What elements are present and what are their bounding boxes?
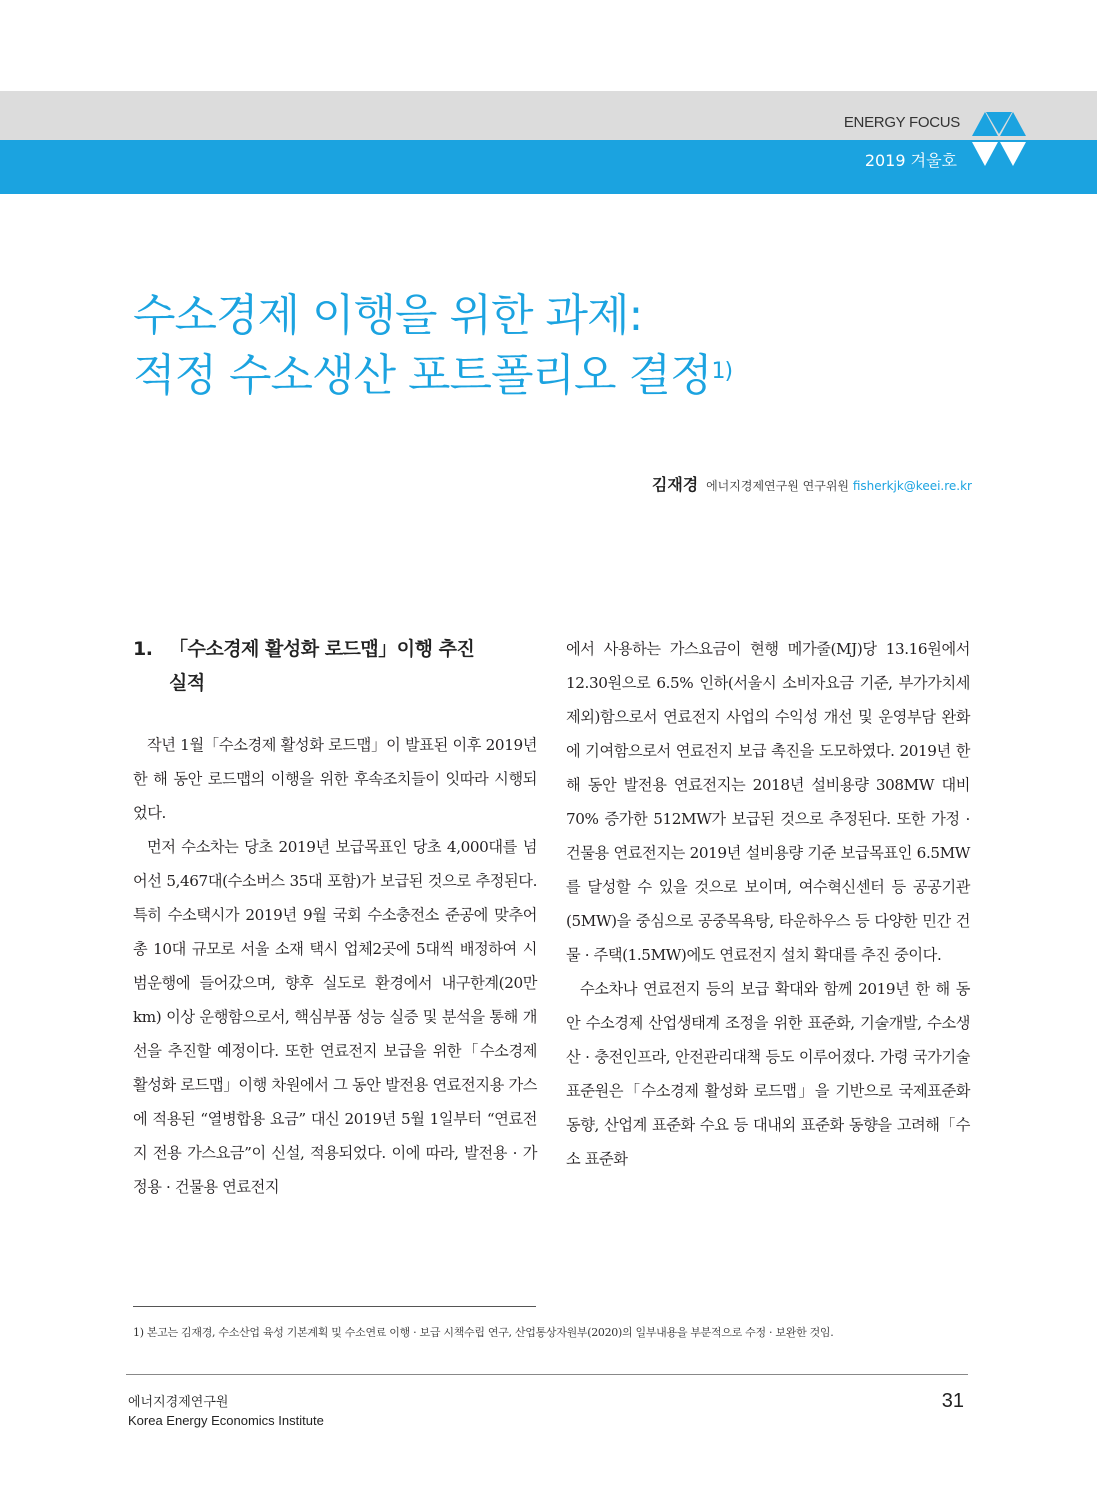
section-heading: [133, 632, 537, 700]
section-heading-line-1: 「수소경제 활성화 로드맵」이행 추진: [169, 638, 475, 660]
title-line-2-text: 적정 수소생산 포트폴리오 결정: [133, 350, 712, 401]
author-name: 김재경: [651, 475, 699, 494]
journal-name: ENERGY FOCUS: [843, 114, 960, 131]
article-title: [133, 286, 732, 406]
author-line: [652, 472, 972, 495]
body-paragraph: 작년 1월「수소경제 활성화 로드맵」이 발표된 이후 2019년 한 해 동안 로드맵의 이행을 위한 후속조치들이 잇따라 시행되었다.: [133, 736, 537, 822]
institute-name-en: Korea Energy Economics Institute: [128, 1413, 324, 1428]
footnote: 1) 본고는 김재경, 수소산업 육성 기본계획 및 수소연료 이행 · 보급 시책수립 연구, 산업통상자원부(2020)의 일부내용을 부분적으로 수정 · 보완한 것임.: [133, 1326, 834, 1339]
title-line-2: [133, 346, 732, 406]
body-paragraph: 수소차나 연료전지 등의 보급 확대와 함께 2019년 한 해 동안 수소경제 산업생태계 조정을 위한 표준화, 기술개발, 수소생산 · 충전인프라, 안전관리대책 등도 이루어졌다. 가령 국가기술표준원은「수소경제 활성화 로드맵」을 기반으로 국제표준화 동향, 산업계 표준화 수요 등 대내외 표준화 동향을 고려해「수소 표준화: [566, 980, 970, 1168]
section-heading-line-2: 실적: [169, 672, 205, 694]
right-column: [566, 632, 970, 1176]
title-line-1: 수소경제 이행을 위한 과제:: [133, 290, 643, 341]
body-paragraph: 에서 사용하는 가스요금이 현행 메가줄(MJ)당 13.16원에서 12.30원으로 6.5% 인하(서울시 소비자요금 기준, 부가가치세 제외)함으로서 연료전지 사업의 수익성 개선 및 운영부담 완화에 기여함으로서 연료전지 보급 촉진을 도모하였다. 2019년 한 해 동안 발전용 연료전지는 2018년 설비용량 308MW 대비 70% 증가한 512MW가 보급된 것으로 추정된다. 또한 가정 · 건물용 연료전지는 2019년 설비용량 기준 보급목표인 6.5MW를 달성할 수 있을 것으로 보이며, 여수혁신센터 등 공공기관(5MW)을 중심으로 공중목욕탕, 타운하우스 등 다양한 민간 건물 · 주택(1.5MW)에도 연료전지 설치 확대를 추진 중이다.: [566, 640, 970, 964]
body-paragraph: 먼저 수소차는 당초 2019년 보급목표인 당초 4,000대를 넘어선 5,467대(수소버스 35대 포함)가 보급된 것으로 추정된다. 특히 수소택시가 2019년 9월 국회 수소충전소 준공에 맞추어 총 10대 규모로 서울 소재 택시 업체2곳에 5대씩 배정하여 시범운행에 들어갔으며, 향후 실도로 환경에서 내구한계(20만km) 이상 운행함으로서, 핵심부품 성능 실증 및 분석을 통해 개선을 추진할 예정이다. 또한 연료전지 보급을 위한「수소경제 활성화 로드맵」이행 차원에서 그 동안 발전용 연료전지용 가스에 적용된 “열병합용 요금” 대신 2019년 5월 1일부터 “연료전지 전용 가스요금”이 신설, 적용되었다. 이에 따라, 발전용 · 가정용 · 건물용 연료전지: [133, 838, 537, 1196]
institute-name-ko: 에너지경제연구원: [128, 1395, 229, 1410]
author-email[interactable]: fisherkjk@keei.re.kr: [852, 479, 972, 493]
issue-label: 2019 겨울호: [864, 151, 957, 170]
footnote-divider: [133, 1306, 536, 1307]
title-footnote-ref: 1): [711, 359, 733, 384]
section-number: 1.: [133, 638, 153, 660]
page-number: 31: [941, 1390, 964, 1412]
triangle-logo-icon: [968, 108, 1030, 170]
left-column: [133, 632, 537, 1204]
footer-divider: [126, 1374, 968, 1375]
author-affiliation: 에너지경제연구원 연구위원: [706, 479, 850, 493]
